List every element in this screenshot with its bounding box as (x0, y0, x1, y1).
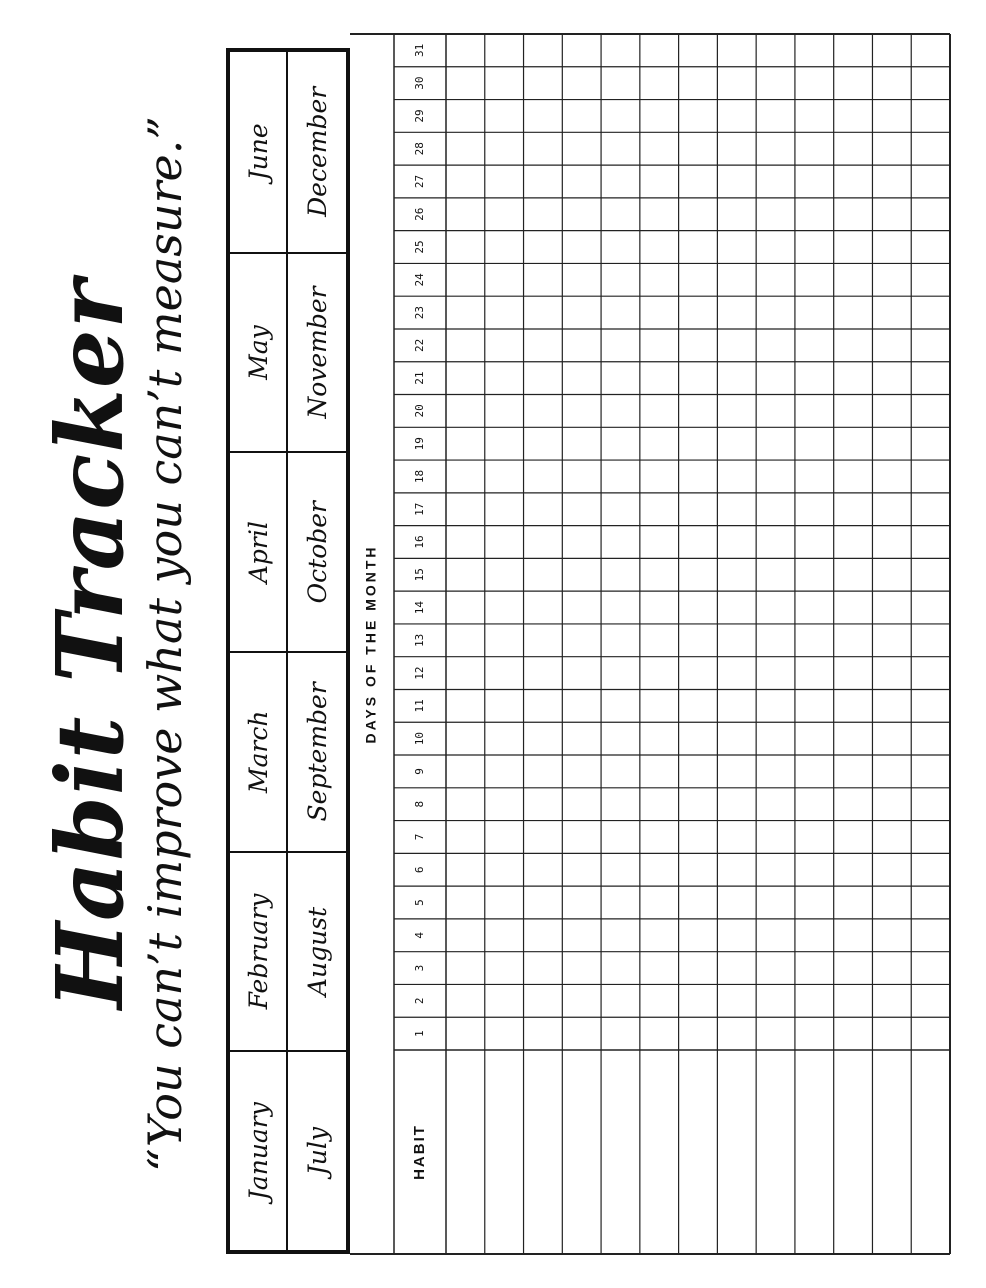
day-number-1: 1 (413, 1030, 426, 1037)
month-november[interactable]: November (288, 252, 346, 452)
day-number-7: 7 (413, 833, 426, 841)
day-number-16: 16 (413, 535, 426, 549)
habit-name-cell[interactable] (679, 1050, 718, 1254)
habit-name-cell[interactable] (640, 1050, 679, 1254)
day-number-26: 26 (413, 207, 426, 221)
month-may[interactable]: May (230, 252, 288, 452)
day-number-8: 8 (413, 800, 426, 808)
month-october[interactable]: October (288, 451, 346, 651)
habit-name-cell[interactable] (601, 1050, 640, 1254)
habit-name-cell[interactable] (446, 1050, 485, 1254)
day-number-17: 17 (413, 502, 426, 516)
page-title: Habit Tracker (36, 279, 144, 1009)
day-number-30: 30 (413, 76, 426, 90)
day-number-12: 12 (413, 666, 426, 680)
day-number-6: 6 (413, 866, 426, 874)
habit-name-cell[interactable] (795, 1050, 834, 1254)
day-number-2: 2 (413, 997, 426, 1005)
month-august[interactable]: August (288, 851, 346, 1051)
day-number-11: 11 (413, 699, 426, 713)
day-number-10: 10 (413, 732, 426, 746)
day-number-20: 20 (413, 404, 426, 418)
habit-name-cell[interactable] (717, 1050, 756, 1254)
month-june[interactable]: June (230, 52, 288, 252)
day-number-22: 22 (413, 338, 426, 352)
days-of-month-caption: DAYS OF THE MONTH (362, 544, 379, 744)
habit-name-cell[interactable] (872, 1050, 911, 1254)
day-number-23: 23 (413, 305, 426, 320)
day-number-28: 28 (413, 142, 426, 156)
day-number-3: 3 (413, 964, 426, 972)
day-number-5: 5 (413, 899, 426, 906)
day-number-29: 29 (413, 109, 426, 123)
day-number-19: 19 (413, 437, 426, 451)
day-number-4: 4 (413, 931, 426, 939)
month-december[interactable]: December (302, 86, 332, 217)
day-number-21: 21 (413, 371, 426, 385)
month-april[interactable]: April (230, 451, 288, 651)
month-january[interactable]: January (230, 1050, 288, 1250)
month-march[interactable]: March (230, 651, 288, 851)
habit-name-cell[interactable] (524, 1050, 563, 1254)
page-subtitle-quote: “You can’t improve what you can’t measure.” (138, 116, 192, 1172)
habit-name-cell[interactable] (562, 1050, 601, 1254)
day-number-24: 24 (413, 273, 426, 287)
day-number-13: 13 (413, 633, 426, 647)
month-february[interactable]: February (230, 851, 288, 1051)
day-number-25: 25 (413, 240, 426, 254)
day-number-15: 15 (413, 568, 426, 582)
day-number-14: 14 (413, 600, 426, 615)
month-september[interactable]: September (288, 651, 346, 851)
day-number-27: 27 (413, 174, 426, 189)
habit-column-header: HABIT (410, 1124, 428, 1180)
habit-name-cell[interactable] (834, 1050, 873, 1254)
day-number-31: 31 (413, 43, 426, 58)
habit-name-cell[interactable] (485, 1050, 524, 1254)
habit-name-cell[interactable] (756, 1050, 795, 1254)
month-july[interactable]: July (288, 1050, 346, 1250)
day-number-18: 18 (413, 469, 426, 484)
habit-name-cell[interactable] (911, 1050, 950, 1254)
day-number-9: 9 (413, 768, 426, 775)
